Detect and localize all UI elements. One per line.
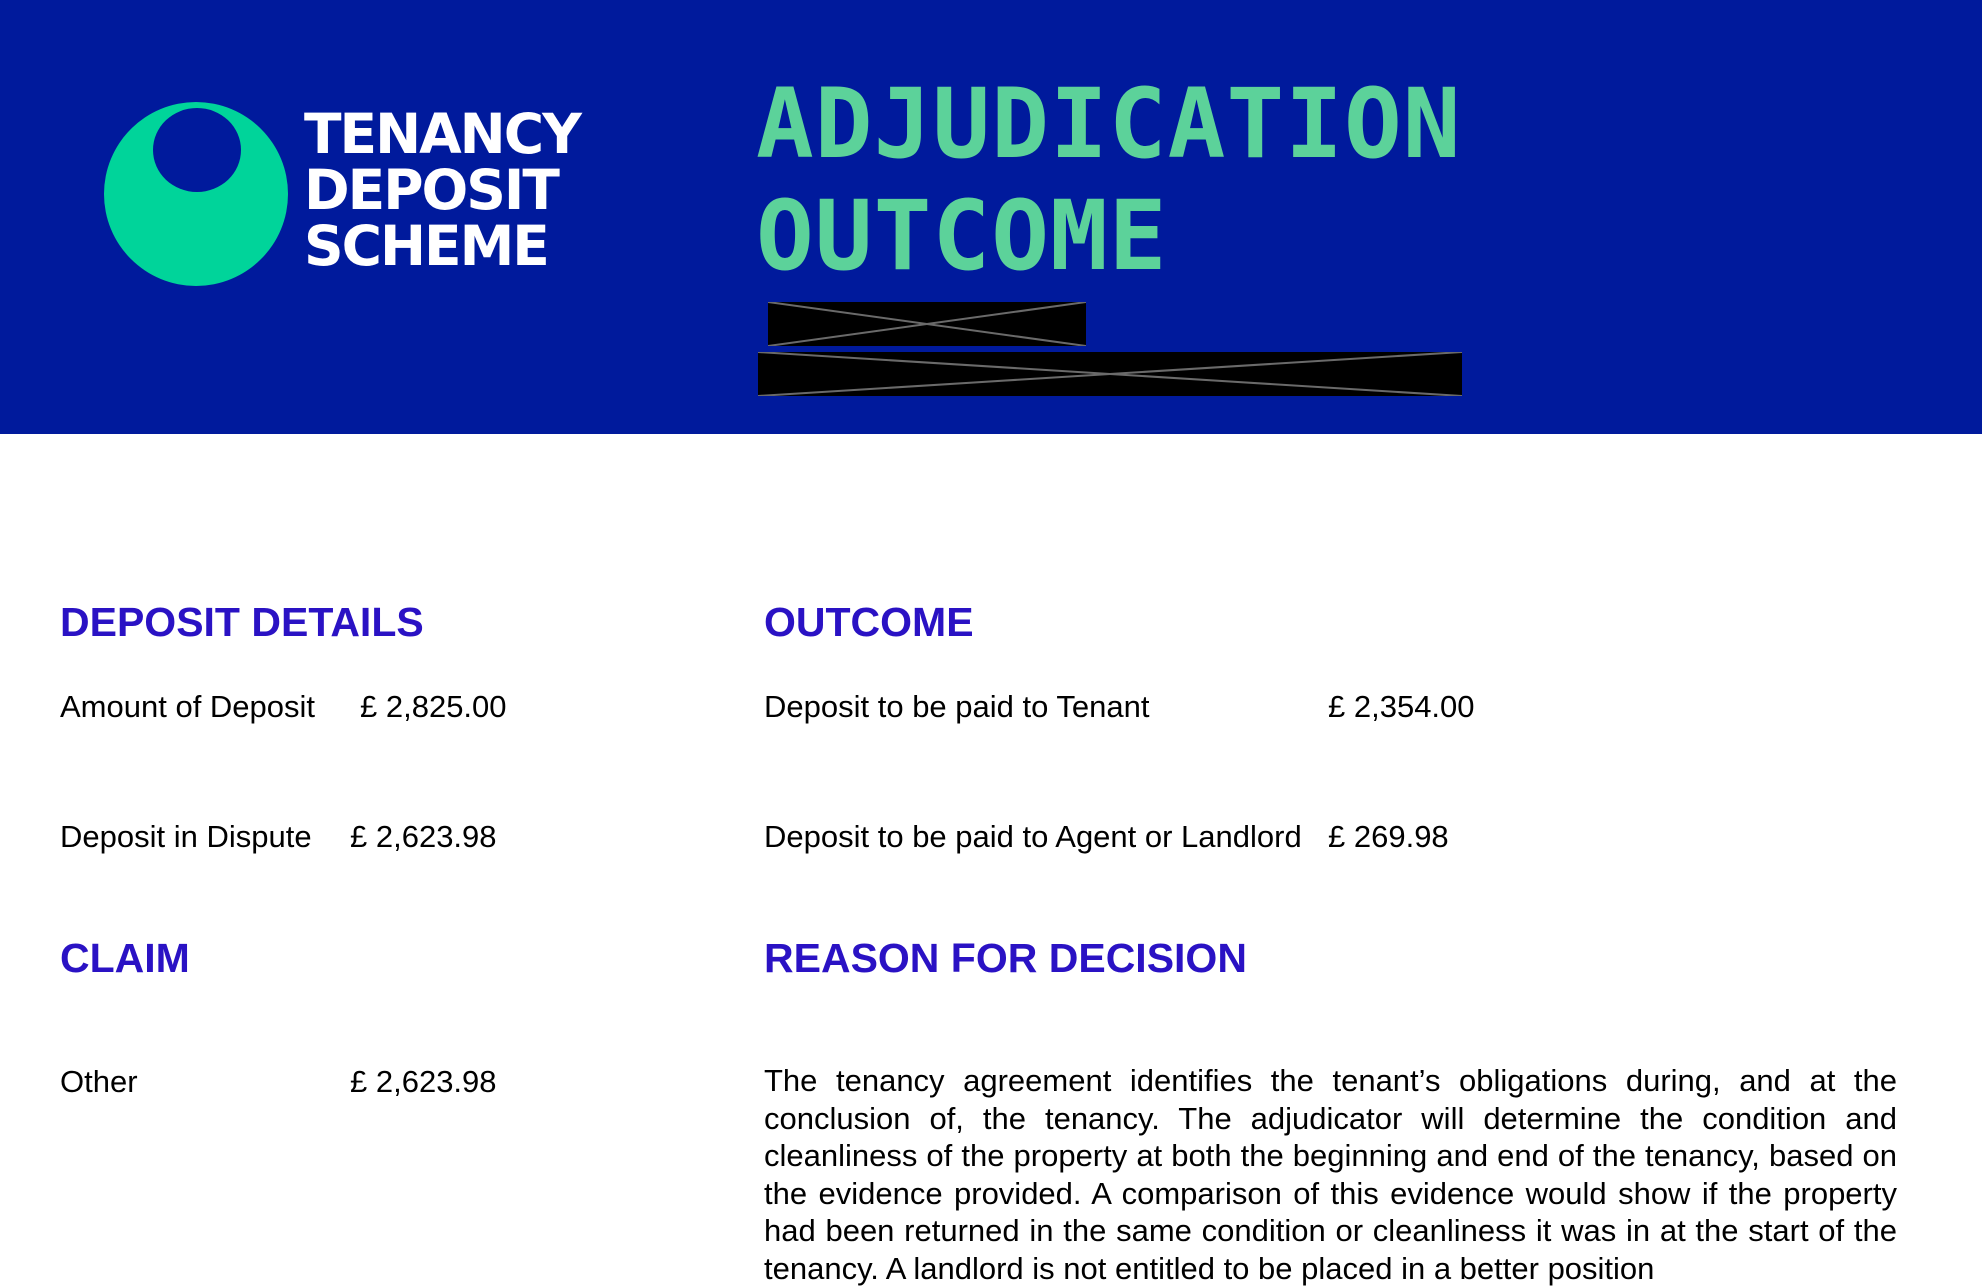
title-line-1: ADJUDICATION [756, 68, 1462, 180]
claim-item-value: £ 2,623.98 [350, 1064, 497, 1099]
tenant-payment-value: £ 2,354.00 [1328, 689, 1475, 724]
logo-line-2: DEPOSIT [304, 158, 558, 222]
amount-of-deposit-value: £ 2,825.00 [360, 689, 507, 724]
redaction-cross-icon [758, 352, 1462, 396]
outcome-heading: OUTCOME [764, 599, 974, 645]
landlord-payment-value: £ 269.98 [1328, 819, 1449, 854]
logo-line-1: TENANCY [304, 102, 580, 166]
claim-heading: CLAIM [60, 935, 190, 981]
claim-item-label: Other [60, 1064, 138, 1099]
document-title [756, 68, 1462, 292]
title-line-2: OUTCOME [756, 180, 1168, 292]
reason-paragraph: The tenancy agreement identifies the tenant’s obligations during, and at the conclusion of, the tenancy. The adjudicator will determine the condition and cleanliness of the property at both the beginning and end of the tenancy, based on the evidence provided. A comparison of this evidence would show if the property had been returned in the same condition or cleanliness it was in at the start of the tenancy. A landlord is not entitled to be placed in a better position [764, 1063, 1897, 1286]
deposit-in-dispute-label: Deposit in Dispute [60, 819, 312, 854]
landlord-payment-label: Deposit to be paid to Agent or Landlord [764, 819, 1302, 854]
reason-heading: REASON FOR DECISION [764, 935, 1247, 981]
tenant-payment-label: Deposit to be paid to Tenant [764, 689, 1150, 724]
redaction-cross-icon [768, 302, 1086, 346]
amount-of-deposit-label: Amount of Deposit [60, 689, 316, 724]
redaction-block [758, 352, 1462, 396]
logo-wordmark [304, 102, 604, 278]
redaction-block [768, 302, 1086, 346]
header-banner [0, 0, 1982, 434]
logo-line-3: SCHEME [304, 214, 548, 278]
deposit-details-heading: DEPOSIT DETAILS [60, 599, 424, 645]
deposit-in-dispute-value: £ 2,623.98 [350, 819, 497, 854]
logo-ring-icon [104, 102, 288, 286]
